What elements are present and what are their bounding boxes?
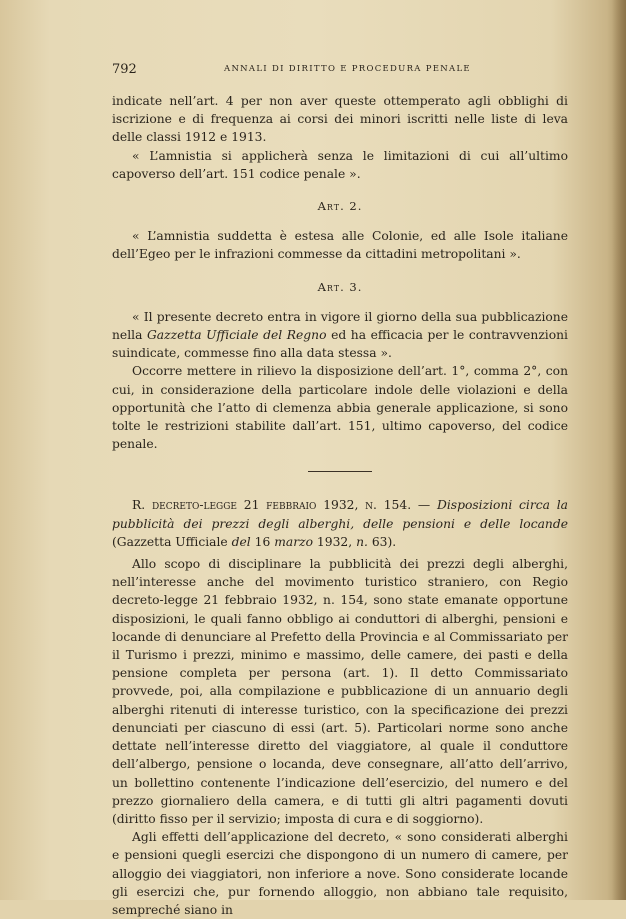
running-title: ANNALI DI DIRITTO E PROCEDURA PENALE [224, 64, 471, 74]
art3-text-start: « Il presente decreto entra in vigore il giorno della sua pubblicazione nella [112, 309, 568, 343]
section-divider [308, 471, 372, 472]
page-gutter-shadow [612, 0, 626, 900]
decree-heading [112, 496, 568, 551]
paragraph-commentary: Occorre mettere in rilievo la disposizione dell’art. 1°, comma 2°, con cui, in considerazione della particolare indole delle violazioni e della opportunità che l’atto di clemenza abbia generale applicazione, si sono tolte le restrizioni stabilite dall’art. 151, ultimo capoverso, del codice penale. [112, 364, 568, 452]
gazzetta-n: n. [356, 534, 368, 549]
paragraph-decree-summary: Allo scopo di disciplinare la pubblicità dei prezzi degli alberghi, nell’interesse anche del movimento turistico straniero, con Regio decreto-legge 21 febbraio 1932, n. 154, sono state emanate opportune disposizioni, le quali fanno obbligo ai conduttori di alberghi, pensioni e locande di denunciare al Prefetto della Provincia e al Commissariato per il Turismo i prezzi, minimo e massimo, delle camere, dei pasti e della pensione completa per persona (art. 1). Il detto Commissariato provvede, poi, alla compilazione e pubblicazione di un annuario degli alberghi ritenuti di interesse turistico, con la specificazione dei prezzi denunciati per ciascuno di essi (art. 5). Particolari norme sono anche dettate nell’interesse diretto del viaggiatore, al quale il conduttore dell’albergo, pensione o locanda, deve consegnare, all’atto dell’arrivo, un bollettino contenente l’indicazione dell’esercizio, del numero e del prezzo giornaliero della camera, e di tutti gli altri pagamenti dovuti (diritto fisso per il servizio; imposta di cura e di soggiorno). [112, 557, 568, 826]
gazzetta-month: marzo [274, 534, 313, 549]
gazzetta-year: 1932, [316, 534, 353, 549]
paragraph-continuation: indicate nell’art. 4 per non aver queste ottemperato agli obblighi di iscrizione e di frequenza ai corsi dei minori iscritti nelle liste di leva delle classi 1912 e 1913. [112, 94, 568, 145]
paragraph-quote-art3 [112, 308, 568, 363]
page-number: 792 [112, 62, 137, 77]
decree-subject: Disposizioni circa la pubblicità dei prezzi degli alberghi, delle pensioni e delle locande [112, 498, 568, 531]
art3-text-end: ed ha efficacia per le contravvenzioni suindicate, commesse fino alla data stessa ». [112, 328, 568, 361]
gazzetta-day: 16 [254, 534, 271, 549]
page-body [112, 92, 568, 919]
gazzetta-ref: (Gazzetta Ufficiale [112, 534, 228, 549]
decree-reference: R. decreto-legge 21 febbraio 1932, n. 154. — [132, 498, 431, 513]
article-2-heading: Art. 2. [317, 199, 363, 214]
gazzetta-number: 63). [371, 534, 397, 549]
gazzetta-del: del [231, 534, 251, 549]
paragraph-quote-art2: « L’amnistia suddetta è estesa alle Colonie, ed alle Isole italiane dell’Egeo per le infrazioni commesse da cittadini metropolitani ». [112, 229, 568, 262]
running-header [112, 62, 568, 78]
paragraph-decree-definitions: Agli effetti dell’applicazione del decreto, « sono considerati alberghi e pensioni quegli esercizi che dispongono di un numero di camere, per alloggio dei viaggiatori, non inferiore a nove. Sono considerate locande gli esercizi che, pur fornendo alloggio, non abbiano tale requisito, sempreché siano in [112, 830, 568, 917]
article-3-heading: Art. 3. [317, 279, 363, 294]
paragraph-quote-art1: « L’amnistia si applicherà senza le limitazioni di cui all’ultimo capoverso dell’art. 151 codice penale ». [112, 148, 568, 181]
gazzetta-title: Gazzetta Ufficiale del Regno [146, 328, 327, 343]
